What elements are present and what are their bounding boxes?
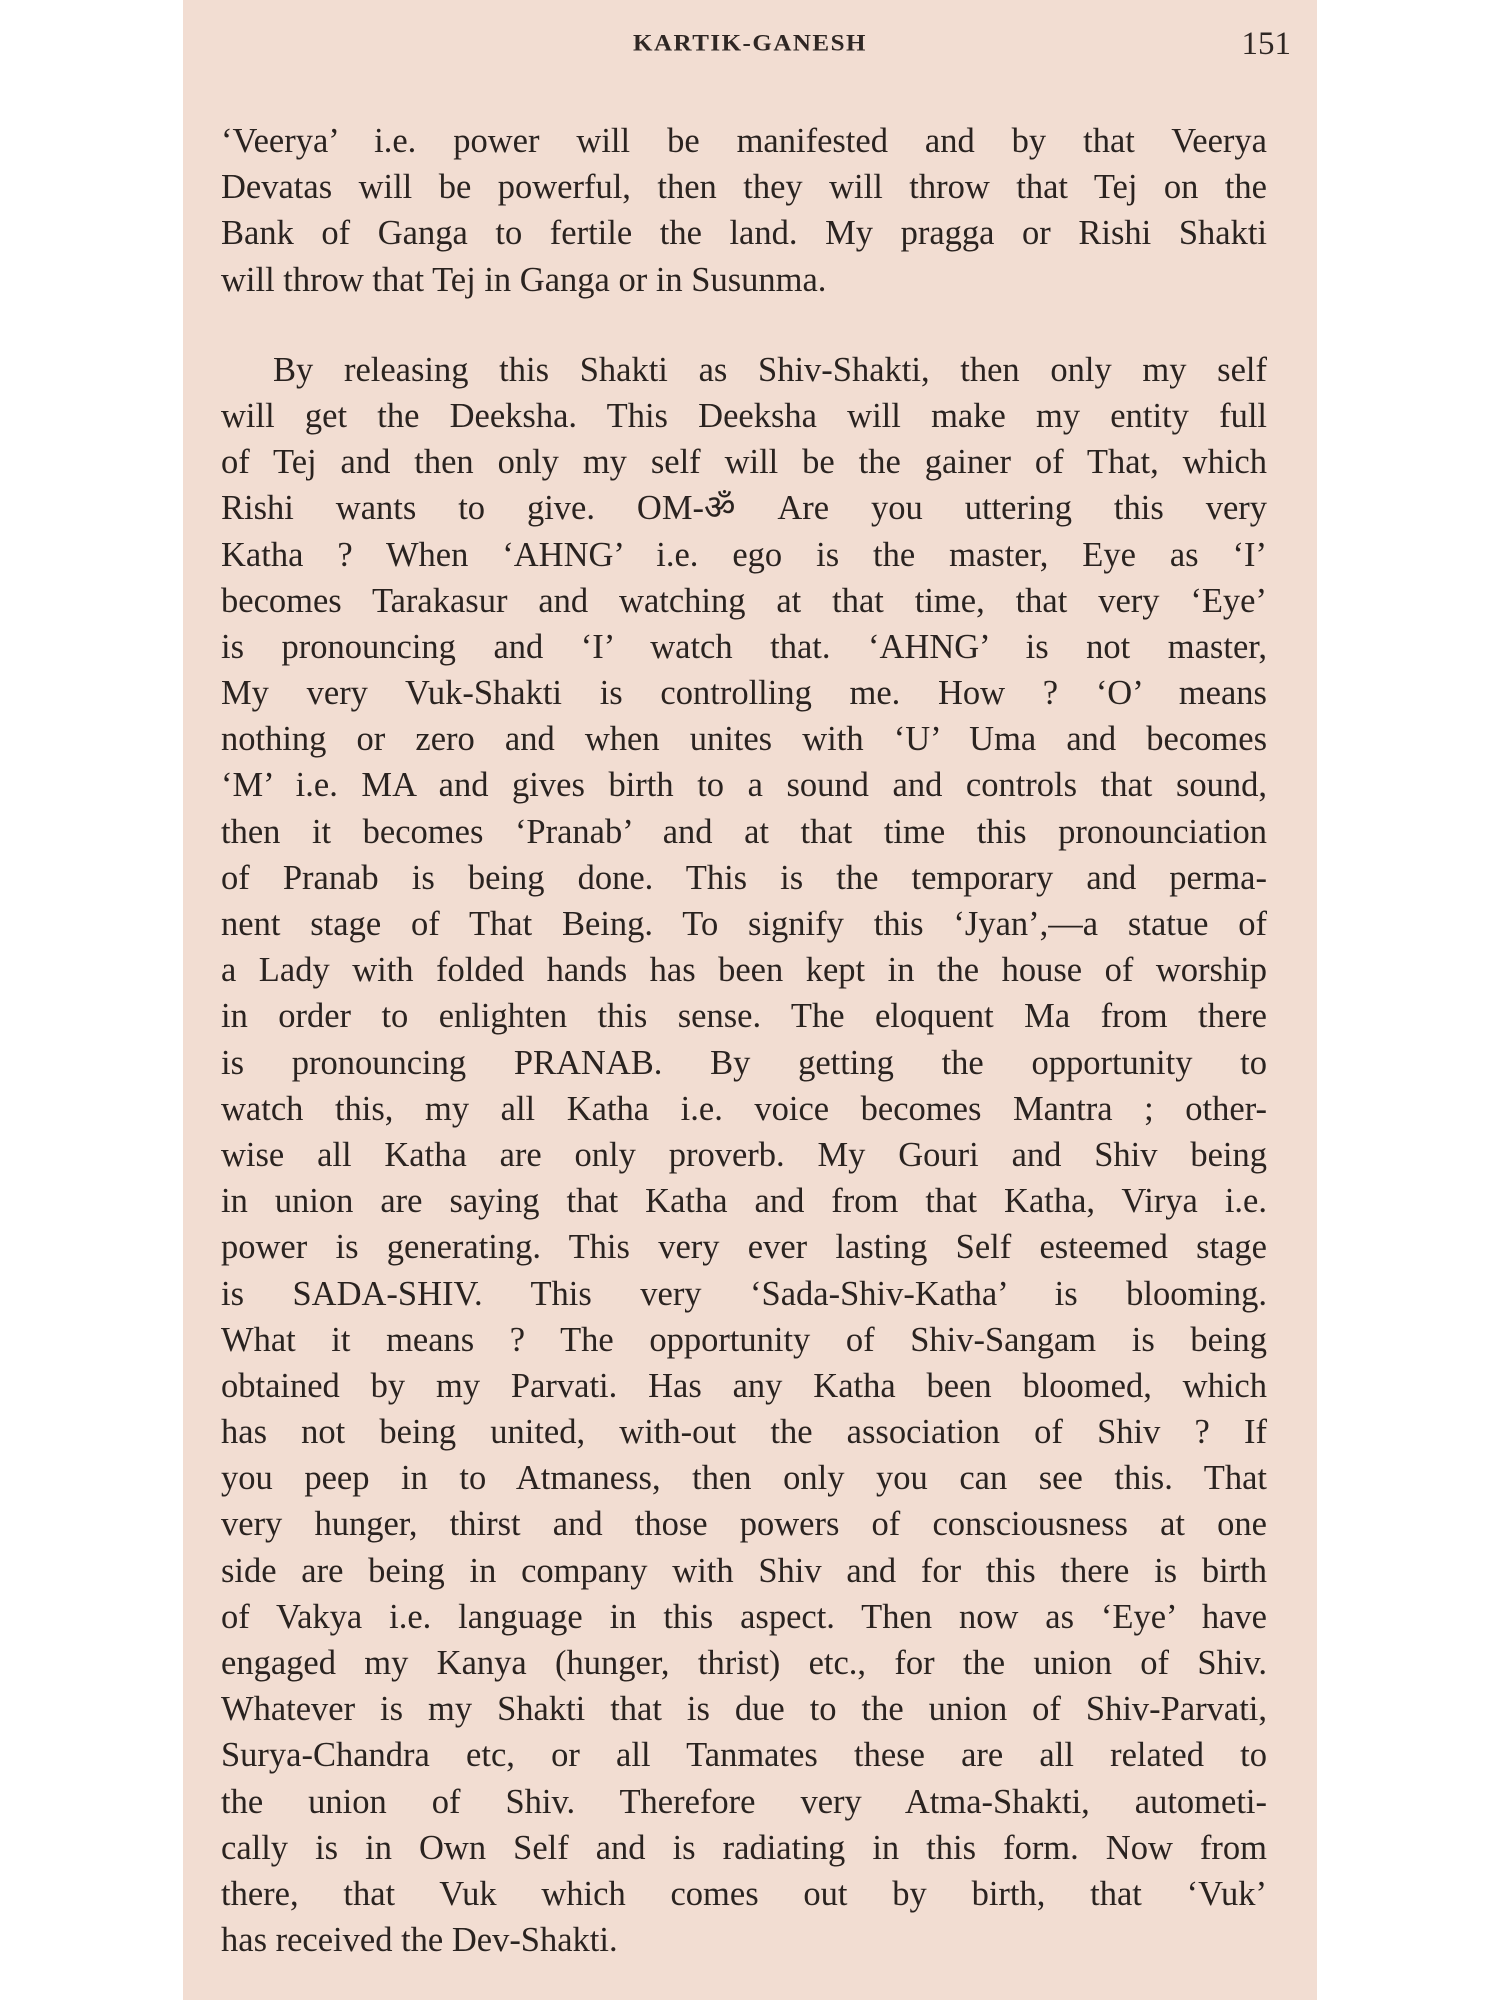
text-line: power is generating. This very ever lasting Self esteemed stage bbox=[221, 1228, 1267, 1267]
paragraph-2 bbox=[221, 347, 1267, 1964]
text-line: side are being in company with Shiv and for this there is birth bbox=[221, 1551, 1267, 1590]
text-line: By releasing this Shakti as Shiv-Shakti, then only my self bbox=[273, 350, 1267, 389]
text-line: is pronouncing and ‘I’ watch that. ‘AHNG’ is not master, bbox=[221, 627, 1267, 666]
text-line: What it means ? The opportunity of Shiv-Sangam is being bbox=[221, 1320, 1267, 1359]
text-line: ‘Veerya’ i.e. power will be manifested and by that Veerya bbox=[221, 122, 1267, 160]
page-number: 151 bbox=[1241, 26, 1291, 62]
running-title: KARTIK-GANESH bbox=[633, 31, 867, 56]
text-line: watch this, my all Katha i.e. voice becomes Mantra ; other- bbox=[221, 1089, 1267, 1128]
text-line: Surya-Chandra etc, or all Tanmates these are all related to bbox=[221, 1736, 1267, 1775]
text-line: Katha ? When ‘AHNG’ i.e. ego is the master, Eye as ‘I’ bbox=[221, 535, 1267, 574]
paragraph-gap bbox=[221, 303, 1267, 347]
text-line: very hunger, thirst and those powers of consciousness at one bbox=[221, 1505, 1267, 1544]
text-line: will get the Deeksha. This Deeksha will make my entity full bbox=[221, 396, 1267, 435]
text-line: Bank of Ganga to fertile the land. My pragga or Rishi Shakti bbox=[221, 214, 1267, 253]
text-line: the union of Shiv. Therefore very Atma-Shakti, autometi- bbox=[221, 1782, 1267, 1821]
text-line: of Pranab is being done. This is the temporary and perma- bbox=[221, 858, 1267, 897]
book-page bbox=[183, 0, 1317, 2000]
paragraph-1 bbox=[221, 118, 1267, 303]
text-line: My very Vuk-Shakti is controlling me. How ? ‘O’ means bbox=[221, 674, 1267, 713]
running-header bbox=[183, 26, 1317, 66]
text-line: has received the Dev-Shakti. bbox=[221, 1921, 618, 1960]
text-line: nent stage of That Being. To signify this ‘Jyan’,—a statue of bbox=[221, 905, 1267, 943]
text-line: Rishi wants to give. OM-ॐ Are you uttering this very bbox=[221, 489, 1267, 528]
text-line: you peep in to Atmaness, then only you can see this. That bbox=[221, 1459, 1267, 1498]
text-line: obtained by my Parvati. Has any Katha been bloomed, which bbox=[221, 1366, 1267, 1405]
text-line: a Lady with folded hands has been kept in the house of worship bbox=[221, 951, 1267, 990]
text-line: in union are saying that Katha and from that Katha, Virya i.e. bbox=[221, 1182, 1267, 1221]
text-line: engaged my Kanya (hunger, thrist) etc., for the union of Shiv. bbox=[221, 1644, 1267, 1682]
text-line: Whatever is my Shakti that is due to the union of Shiv-Parvati, bbox=[221, 1690, 1267, 1729]
text-line: becomes Tarakasur and watching at that time, that very ‘Eye’ bbox=[221, 581, 1267, 620]
text-line: wise all Katha are only proverb. My Gouri and Shiv being bbox=[221, 1135, 1267, 1174]
text-line: ‘M’ i.e. MA and gives birth to a sound and controls that sound, bbox=[221, 766, 1267, 805]
text-line: is pronouncing PRANAB. By getting the opportunity to bbox=[221, 1043, 1267, 1082]
text-line: there, that Vuk which comes out by birth, that ‘Vuk’ bbox=[221, 1874, 1267, 1913]
text-line: will throw that Tej in Ganga or in Susunma. bbox=[221, 260, 827, 299]
text-line: has not being united, with-out the association of Shiv ? If bbox=[221, 1413, 1267, 1452]
text-line: of Tej and then only my self will be the gainer of That, which bbox=[221, 443, 1267, 482]
text-line: in order to enlighten this sense. The eloquent Ma from there bbox=[221, 997, 1267, 1036]
text-line: Devatas will be powerful, then they will throw that Tej on the bbox=[221, 168, 1267, 207]
text-line: cally is in Own Self and is radiating in this form. Now from bbox=[221, 1828, 1267, 1867]
text-line: is SADA-SHIV. This very ‘Sada-Shiv-Katha’ is blooming. bbox=[221, 1274, 1267, 1313]
text-line: then it becomes ‘Pranab’ and at that time this pronounciation bbox=[221, 812, 1267, 851]
body-text bbox=[221, 118, 1267, 1963]
text-line: nothing or zero and when unites with ‘U’ Uma and becomes bbox=[221, 720, 1267, 759]
text-line: of Vakya i.e. language in this aspect. Then now as ‘Eye’ have bbox=[221, 1597, 1267, 1636]
